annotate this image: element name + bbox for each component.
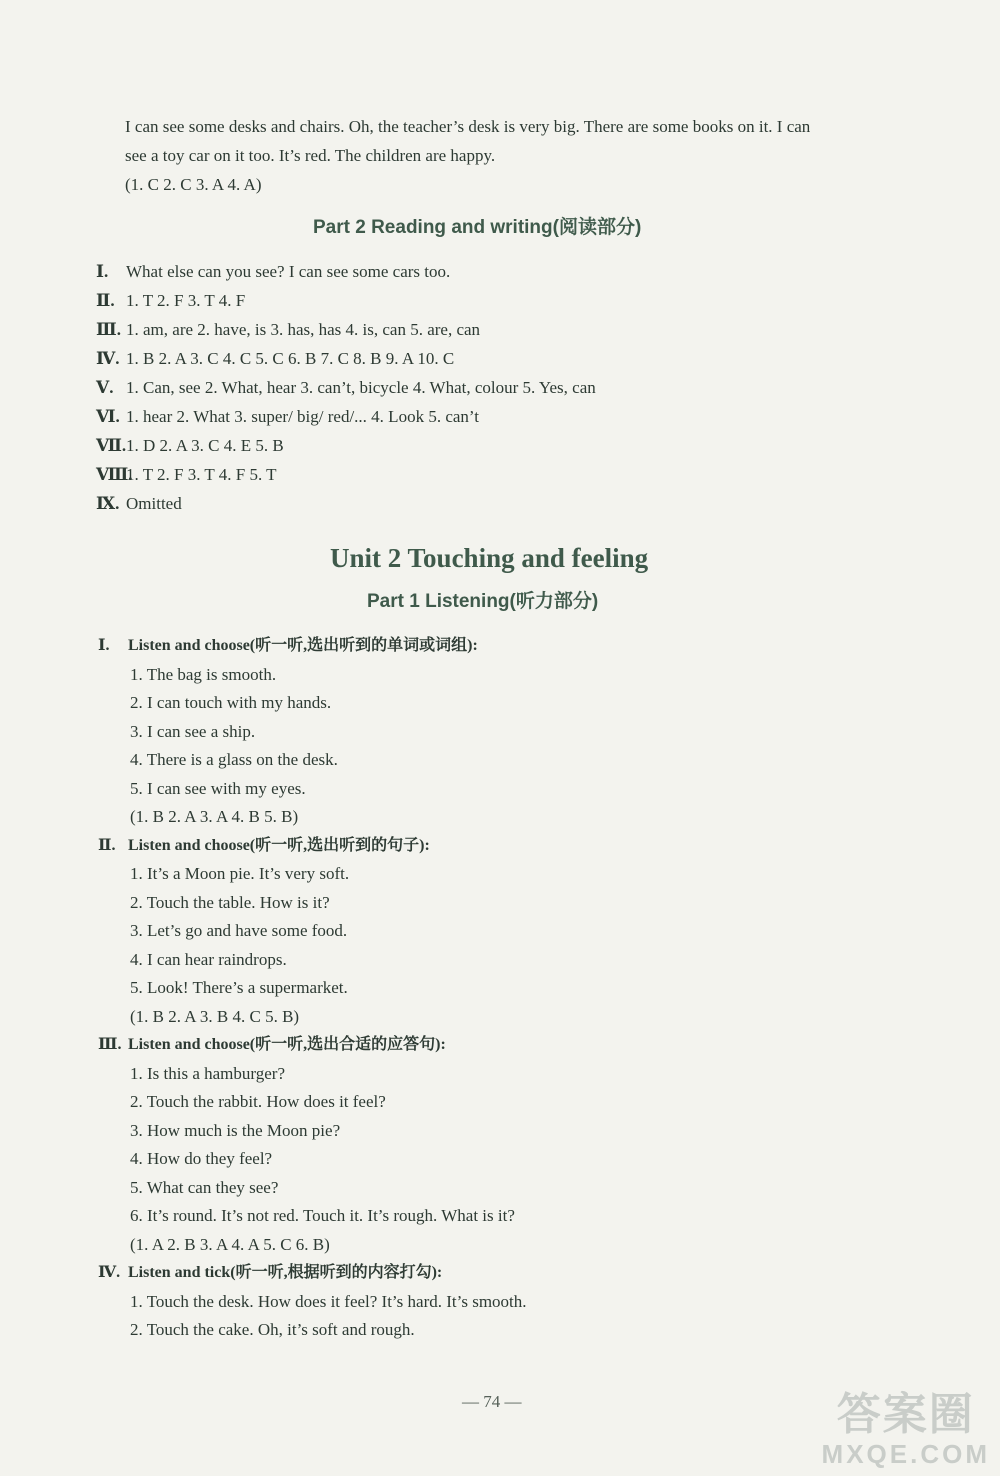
part2-item-text: 1. hear 2. What 3. super/ big/ red/... 4. Look 5. can’t bbox=[126, 407, 479, 426]
listening-line: 2. Touch the cake. Oh, it’s soft and rough. bbox=[130, 1320, 415, 1339]
section-answers: (1. B 2. A 3. A 4. B 5. B) bbox=[130, 807, 299, 826]
listening-line: 2. I can touch with my hands. bbox=[130, 693, 332, 712]
listening-line: 1. Is this a hamburger? bbox=[130, 1064, 286, 1083]
roman-numeral: Ⅵ. bbox=[96, 407, 120, 426]
section-heading bbox=[98, 1262, 442, 1284]
listening-line: 2. Touch the rabbit. How does it feel? bbox=[130, 1092, 386, 1111]
part2-item bbox=[96, 319, 480, 341]
watermark-logo bbox=[822, 1390, 990, 1468]
roman-numeral: Ⅱ. bbox=[96, 291, 115, 310]
listening-line: 3. How much is the Moon pie? bbox=[130, 1121, 341, 1140]
roman-numeral: Ⅷ. bbox=[96, 465, 133, 484]
part2-item bbox=[96, 464, 277, 486]
listening-line: 3. Let’s go and have some food. bbox=[130, 921, 348, 940]
roman-numeral: Ⅲ. bbox=[96, 320, 121, 339]
listening-line: 5. What can they see? bbox=[130, 1178, 279, 1197]
roman-numeral: Ⅶ. bbox=[96, 436, 127, 455]
part2-item bbox=[96, 493, 182, 515]
listening-line: 4. How do they feel? bbox=[130, 1149, 273, 1168]
part2-item bbox=[96, 377, 596, 399]
roman-numeral: Ⅳ. bbox=[98, 1264, 121, 1281]
passage-answers: (1. C 2. C 3. A 4. A) bbox=[125, 175, 262, 194]
part2-item-text: What else can you see? I can see some cars too. bbox=[126, 262, 451, 281]
section-heading-text: Listen and tick(听一听,根据听到的内容打勾): bbox=[128, 1264, 443, 1281]
part2-item bbox=[96, 348, 454, 370]
roman-numeral: Ⅰ. bbox=[96, 262, 109, 281]
section-heading-text: Listen and choose(听一听,选出听到的句子): bbox=[128, 837, 430, 854]
section-answers: (1. A 2. B 3. A 4. A 5. C 6. B) bbox=[130, 1235, 330, 1254]
section-heading bbox=[98, 635, 478, 657]
part2-item-text: 1. T 2. F 3. T 4. F bbox=[126, 291, 246, 310]
section-heading-text: Listen and choose(听一听,选出合适的应答句): bbox=[128, 1036, 446, 1053]
listening-line: 1. It’s a Moon pie. It’s very soft. bbox=[130, 864, 350, 883]
listening-line: 1. Touch the desk. How does it feel? It’s hard. It’s smooth. bbox=[130, 1292, 527, 1311]
roman-numeral: Ⅰ. bbox=[98, 637, 110, 654]
section-heading bbox=[98, 1034, 446, 1056]
listening-line: 2. Touch the table. How is it? bbox=[130, 893, 330, 912]
part2-item-text: Omitted bbox=[126, 494, 182, 513]
page-number: — 74 — bbox=[462, 1392, 522, 1411]
listening-line: 5. Look! There’s a supermarket. bbox=[130, 978, 348, 997]
listening-line: 4. There is a glass on the desk. bbox=[130, 750, 338, 769]
listening-line: 3. I can see a ship. bbox=[130, 722, 256, 741]
part2-item bbox=[96, 406, 479, 428]
passage-line-1: I can see some desks and chairs. Oh, the teacher’s desk is very big. There are some books on it. I can bbox=[125, 117, 811, 136]
part2-item-text: 1. am, are 2. have, is 3. has, has 4. is, can 5. are, can bbox=[126, 320, 481, 339]
roman-numeral: Ⅸ. bbox=[96, 494, 120, 513]
roman-numeral: Ⅱ. bbox=[98, 837, 116, 854]
listening-line: 4. I can hear raindrops. bbox=[130, 950, 287, 969]
passage-line-2: see a toy car on it too. It’s red. The children are happy. bbox=[125, 146, 496, 165]
roman-numeral: Ⅴ. bbox=[96, 378, 114, 397]
unit2-part1-title: Part 1 Listening(听力部分) bbox=[367, 591, 599, 612]
watermark-url: MXQE.COM bbox=[821, 1439, 990, 1469]
section-heading-text: Listen and choose(听一听,选出听到的单词或词组): bbox=[128, 637, 478, 654]
part2-item bbox=[96, 290, 245, 312]
part2-item bbox=[96, 261, 450, 283]
part2-title: Part 2 Reading and writing(阅读部分) bbox=[313, 217, 642, 238]
listening-line: 1. The bag is smooth. bbox=[130, 665, 277, 684]
section-heading bbox=[98, 835, 430, 857]
part2-item-text: 1. T 2. F 3. T 4. F 5. T bbox=[126, 465, 277, 484]
roman-numeral: Ⅲ. bbox=[98, 1036, 122, 1053]
watermark-text: 答案圈 bbox=[836, 1390, 975, 1439]
part2-item-text: 1. Can, see 2. What, hear 3. can’t, bicycle 4. What, colour 5. Yes, can bbox=[126, 378, 596, 397]
roman-numeral: Ⅳ. bbox=[96, 349, 120, 368]
section-answers: (1. B 2. A 3. B 4. C 5. B) bbox=[130, 1007, 300, 1026]
part2-item-text: 1. B 2. A 3. C 4. C 5. C 6. B 7. C 8. B 9. A 10. C bbox=[126, 349, 455, 368]
part2-item bbox=[96, 435, 284, 457]
part2-item-text: 1. D 2. A 3. C 4. E 5. B bbox=[126, 436, 284, 455]
unit2-title: Unit 2 Touching and feeling bbox=[330, 543, 649, 573]
listening-line: 6. It’s round. It’s not red. Touch it. It’s rough. What is it? bbox=[130, 1206, 515, 1225]
listening-line: 5. I can see with my eyes. bbox=[130, 779, 306, 798]
